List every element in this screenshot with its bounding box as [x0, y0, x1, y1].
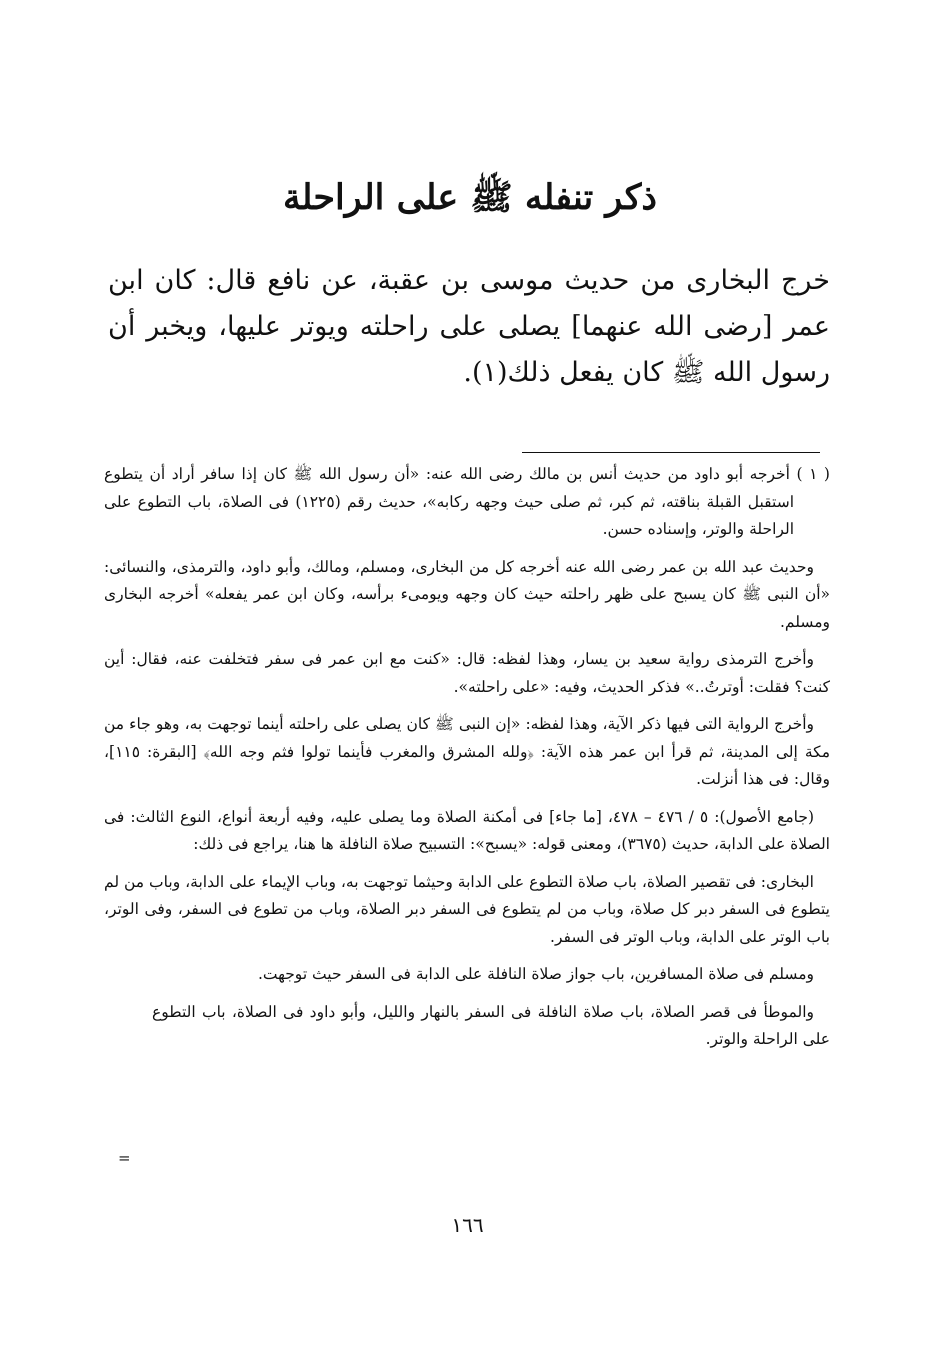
footnote-paragraph: البخارى: فى تقصير الصلاة، باب صلاة التطوع على الدابة وحيثما توجهت به، وباب الإيماء على الدابة، وباب من لم يتطوع فى السفر دبر كل صلاة، وباب من لم يتطوع فى السفر دبر الصلاة، وباب من تطوع فى السفر، وفى الوتر، باب الوتر على الدابة، وباب الوتر فى السفر.: [104, 872, 830, 946]
intro-paragraph: خرج البخارى من حديث موسى بن عقبة، عن نافع قال: كان ابن عمر [رضى الله عنهما] يصلى على راحلته ويوتر عليها، ويخبر أن رسول الله ﷺ كان يفعل ذلك(١).: [108, 265, 830, 388]
footnotes-section: [104, 461, 830, 1064]
footnote-paragraph: ومسلم فى صلاة المسافرين، باب جواز صلاة النافلة على الدابة فى السفر حيث توجهت.: [257, 965, 814, 983]
footnote-paragraph: والموطأ فى قصر الصلاة، باب صلاة النافلة فى السفر بالنهار والليل، وأبو داود فى الصلاة، باب التطوع على الراحلة والوتر.: [152, 1002, 830, 1048]
chapter-title: ذكر تنفله ﷺ على الراحلة: [283, 177, 657, 218]
footnote-paragraph: وأخرج الرواية التى فيها ذكر الآية، وهذا لفظه: «إن النبى ﷺ كان يصلى على راحلته أينما توجهت به، وهو جاء من مكة إلى المدينة، ثم قرأ ابن عمر هذه الآية: ﴿ولله المشرق والمغرب فأينما تولوا فثم وجه الله﴾ [البقرة: ١١٥]، وقال: فى هذا أنزلت.: [104, 715, 830, 788]
continuation-mark: =: [118, 1149, 131, 1167]
page-number: ١٦٦: [451, 1213, 484, 1237]
footnote-divider: [522, 452, 820, 453]
footnote-paragraph: وحديث عبد الله بن عمر رضى الله عنه أخرجه كل من البخارى، ومسلم، ومالك، وأبو داود، والترمذى، والنسائى: «أن النبى ﷺ كان يسبح على ظهر راحلته حيث كان وجهه ويومىء برأسه، وكان ابن عمر يفعله» أخرجه البخارى ومسلم.: [104, 557, 830, 631]
footnote-paragraph: وأخرج الترمذى رواية سعيد بن يسار، وهذا لفظه: قال: «كنت مع ابن عمر فى سفر فتخلفت عنه، فقال: أين كنت؟ فقلت: أوترتُ..» فذكر الحديث، وفيه: «على راحلته».: [104, 650, 830, 696]
footnote-1: ( ١ ) أخرجه أبو داود من حديث أنس بن مالك رضى الله عنه: «أن رسول الله ﷺ كان إذا سافر أراد أن يتطوع استقبل القبلة بناقته، ثم كبر، ثم صلى حيث وجهه ركابه»، حديث رقم (١٢٢٥) فى الصلاة، باب التطوع على الراحلة والوتر، وإسناده حسن.: [104, 465, 830, 538]
footnote-paragraph: (جامع الأصول): ٥ / ٤٧٦ – ٤٧٨، [ما جاء] فى أمكنة الصلاة وما يصلى عليه، وفيه أربعة أنواع، النوع الثالث: فى الصلاة على الدابة، حديث (٣٦٧٥)، ومعنى قوله: «يسبح»: التسبيح صلاة النافلة ها هنا، يراجع فى ذلك:: [104, 807, 830, 853]
